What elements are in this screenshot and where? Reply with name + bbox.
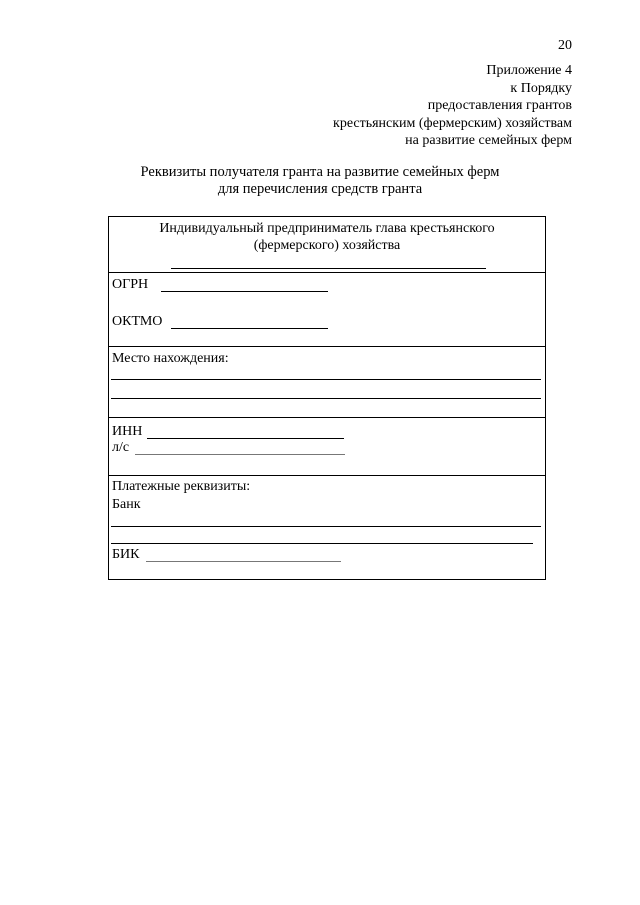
- account-label: л/с: [112, 440, 130, 455]
- page-number: 20: [558, 38, 572, 53]
- oktmo-label: ОКТМО: [112, 314, 163, 329]
- ogrn-field[interactable]: [161, 291, 328, 292]
- appendix-line: на развитие семейных ферм: [405, 133, 572, 149]
- location-field-line-2[interactable]: [111, 398, 541, 399]
- payment-details-label: Платежные реквизиты:: [112, 479, 251, 494]
- bank-field-line-2[interactable]: [111, 543, 533, 544]
- registration-row: [109, 273, 545, 347]
- location-row: [109, 347, 545, 418]
- appendix-line: Приложение 4: [486, 63, 572, 78]
- location-label: Место нахождения:: [112, 351, 229, 366]
- bank-field-line-1[interactable]: [111, 526, 541, 527]
- inn-label: ИНН: [112, 424, 143, 439]
- appendix-line: крестьянским (фермерским) хозяйствам: [333, 115, 572, 131]
- ogrn-label: ОГРН: [112, 277, 149, 292]
- holder-name-field[interactable]: [171, 268, 486, 269]
- form-header-line-2: (фермерского) хозяйства: [253, 238, 401, 253]
- appendix-line: к Порядку: [510, 80, 572, 96]
- requisites-form-table: [108, 216, 546, 580]
- form-header-row: [109, 217, 545, 273]
- bik-field[interactable]: [146, 561, 341, 562]
- account-field[interactable]: [135, 454, 345, 455]
- bik-label: БИК: [112, 547, 140, 562]
- document-title: [0, 164, 640, 198]
- payment-row: [109, 476, 545, 579]
- form-header-line-1: Индивидуальный предприниматель глава крестьянского: [159, 221, 495, 236]
- location-field-line-1[interactable]: [111, 379, 541, 380]
- appendix-line: предоставления грантов: [427, 98, 572, 114]
- oktmo-field[interactable]: [171, 328, 328, 329]
- inn-field[interactable]: [147, 438, 344, 439]
- title-line-2: для перечисления средств гранта: [217, 181, 423, 197]
- title-line-1: Реквизиты получателя гранта на развитие семейных ферм: [140, 164, 500, 180]
- tax-row: [109, 418, 545, 476]
- bank-label: Банк: [112, 497, 141, 512]
- appendix-reference: [333, 62, 572, 150]
